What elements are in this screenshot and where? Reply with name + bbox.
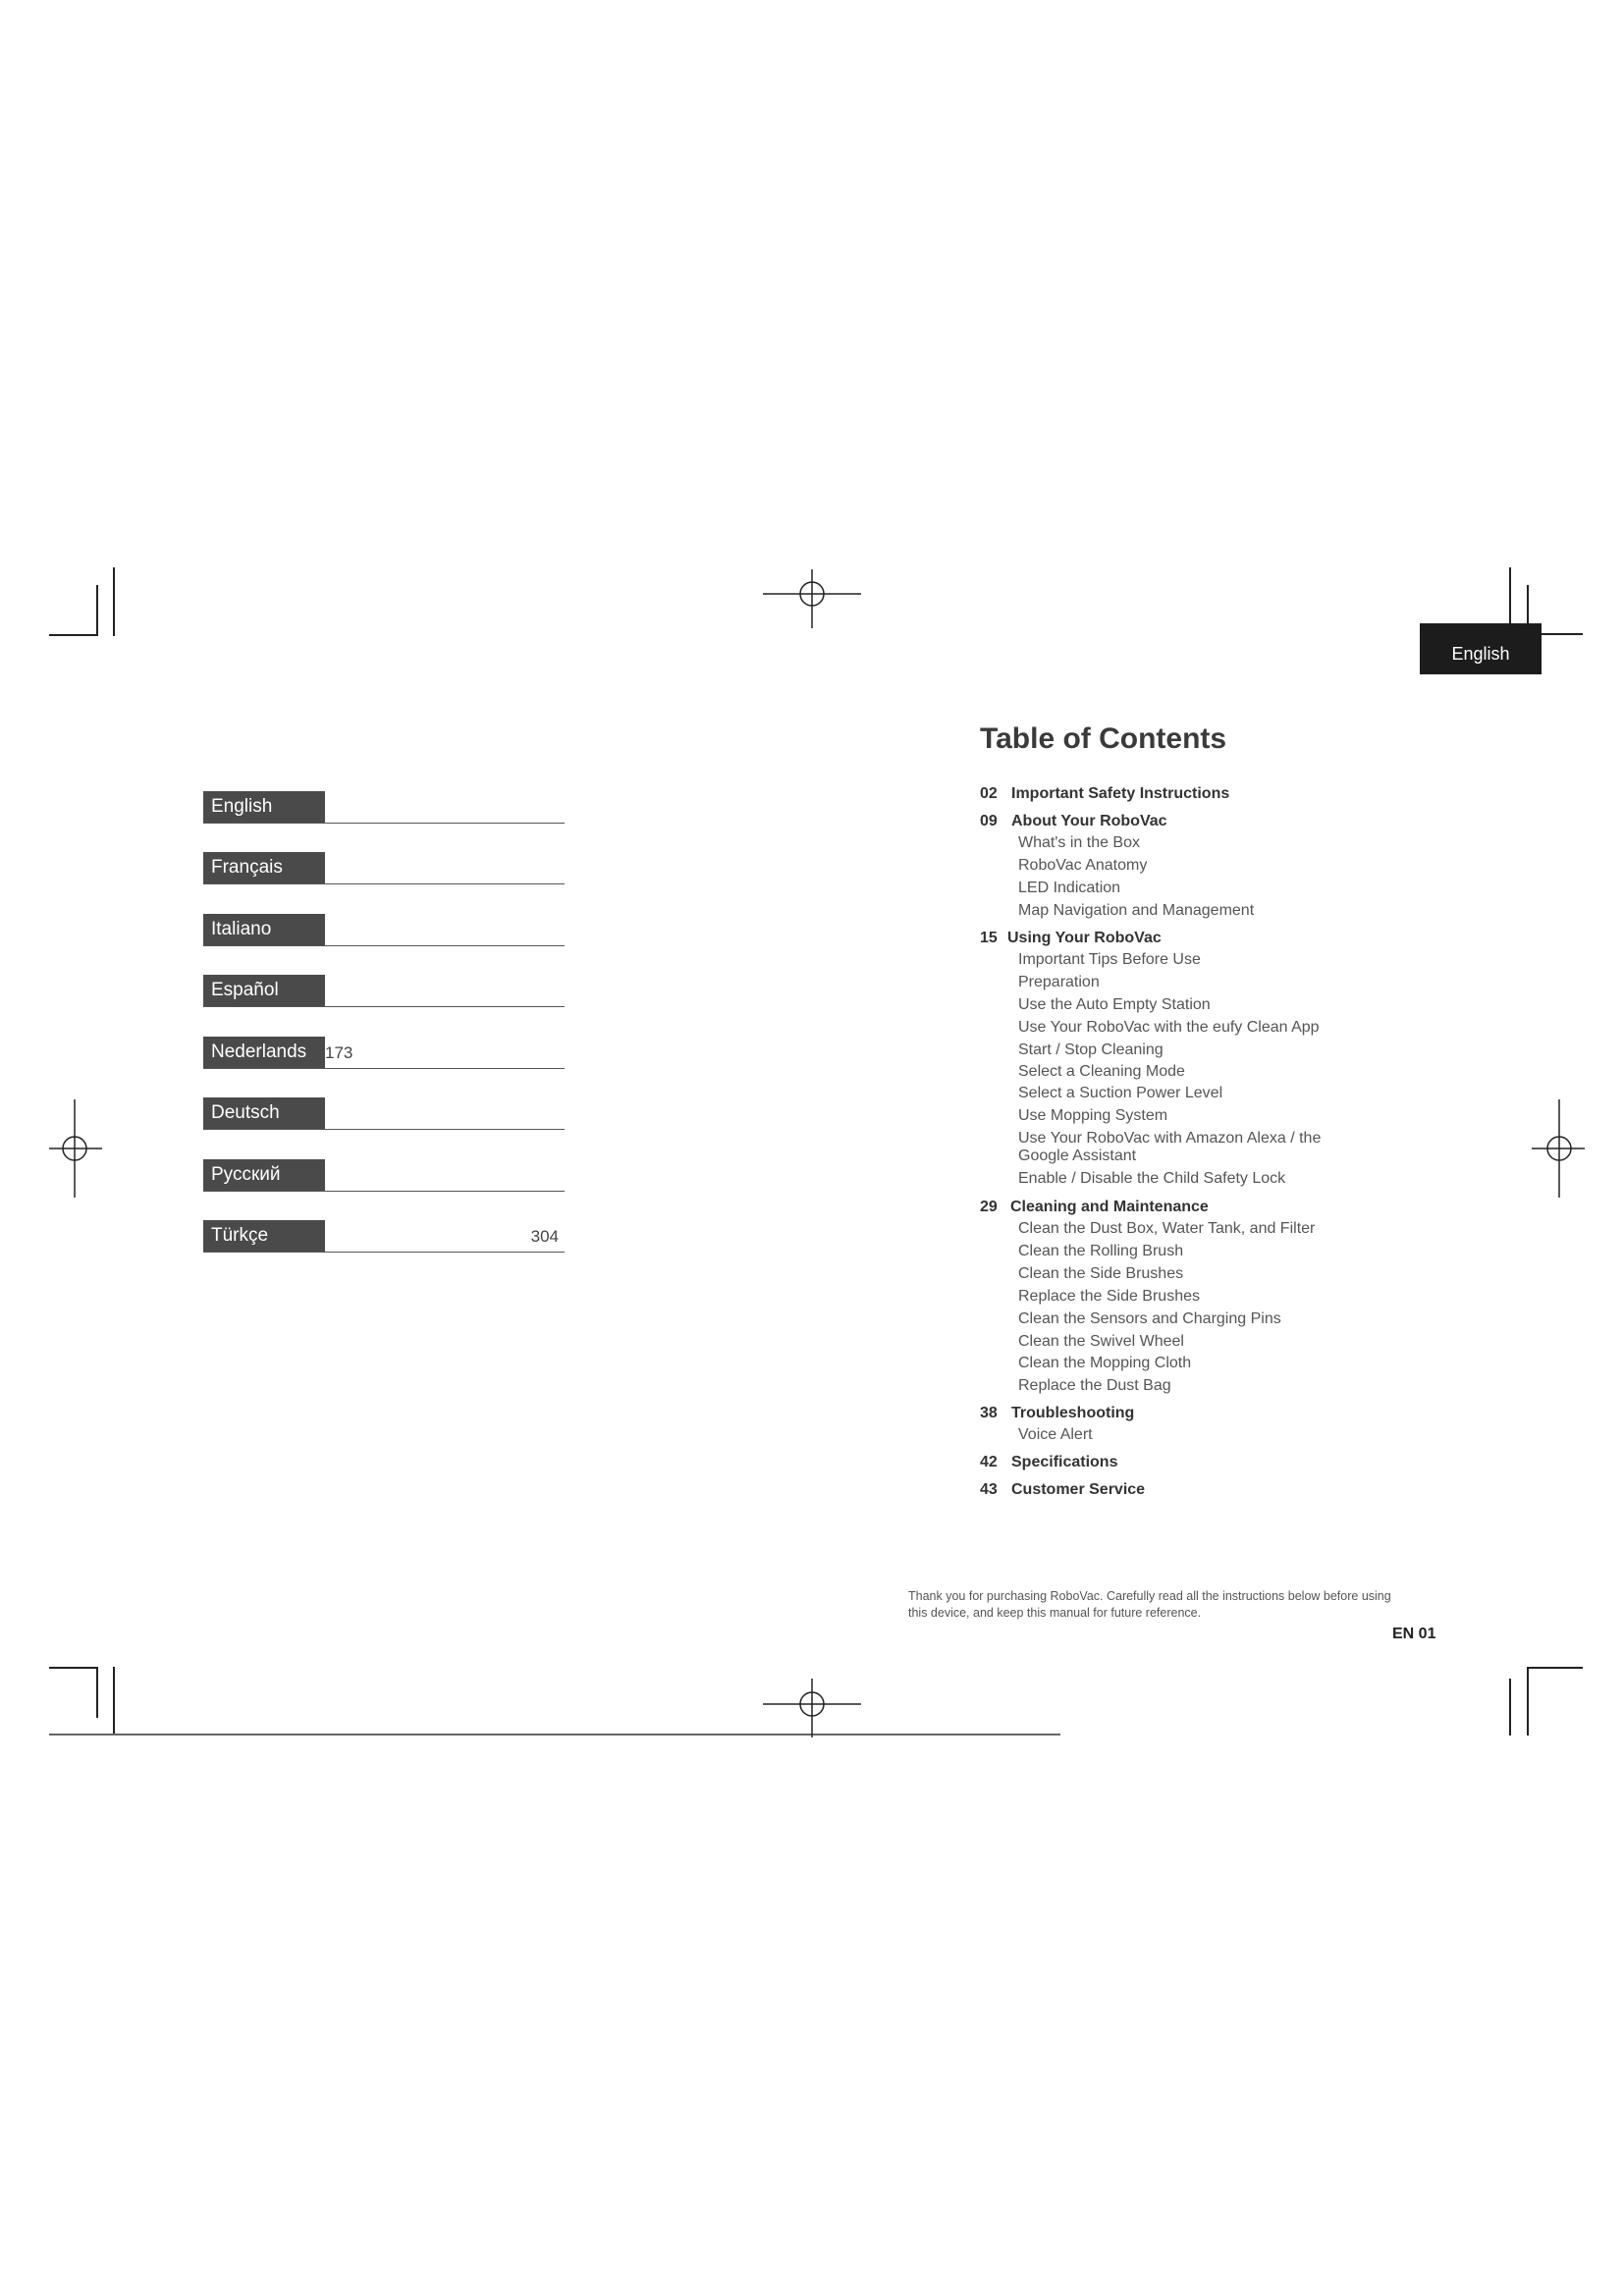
toc-item[interactable]: Clean the Sensors and Charging Pins xyxy=(1018,1310,1281,1327)
language-row-nederlands[interactable] xyxy=(203,1037,565,1069)
language-row-russian[interactable] xyxy=(203,1159,565,1192)
language-label: Deutsch xyxy=(203,1097,325,1129)
intro-note-line: this device, and keep this manual for future reference. xyxy=(908,1606,1202,1620)
toc-item[interactable]: Google Assistant xyxy=(1018,1148,1137,1164)
toc-section[interactable] xyxy=(980,784,1229,804)
toc-item[interactable]: Clean the Dust Box, Water Tank, and Filter xyxy=(1018,1220,1316,1237)
toc-item[interactable]: Use Mopping System xyxy=(1018,1107,1168,1124)
toc-section-title: Cleaning and Maintenance xyxy=(1010,1199,1209,1215)
page-title: Table of Contents xyxy=(980,722,1227,755)
toc-section[interactable] xyxy=(980,1453,1117,1472)
language-row-turkce[interactable] xyxy=(203,1220,565,1253)
language-label: Español xyxy=(203,975,325,1006)
toc-section[interactable] xyxy=(980,1480,1145,1500)
toc-item[interactable]: Voice Alert xyxy=(1018,1426,1093,1443)
toc-item[interactable]: LED Indication xyxy=(1018,880,1121,896)
toc-item[interactable]: Clean the Rolling Brush xyxy=(1018,1243,1184,1259)
language-label: Français xyxy=(203,852,325,883)
registration-mark-top xyxy=(763,569,861,628)
toc-section-title: Troubleshooting xyxy=(1011,1405,1135,1421)
toc-item[interactable]: Select a Cleaning Mode xyxy=(1018,1063,1185,1080)
toc-section[interactable] xyxy=(980,1404,1134,1423)
intro-note-line: Thank you for purchasing RoboVac. Carefully read all the instructions below before using xyxy=(908,1589,1391,1603)
language-row-espanol[interactable] xyxy=(203,975,565,1007)
toc-item[interactable]: Use the Auto Empty Station xyxy=(1018,996,1211,1013)
toc-item[interactable]: Replace the Side Brushes xyxy=(1018,1288,1200,1305)
language-row-english[interactable] xyxy=(203,791,565,824)
language-row-italiano[interactable] xyxy=(203,914,565,946)
toc-section-number: 42 xyxy=(980,1454,998,1470)
toc-section-number: 15 xyxy=(980,930,998,946)
toc-item[interactable]: Clean the Swivel Wheel xyxy=(1018,1333,1184,1350)
language-label: Nederlands xyxy=(203,1037,325,1068)
toc-section-number: 29 xyxy=(980,1199,998,1215)
language-page-number: 304 xyxy=(530,1227,559,1246)
toc-item[interactable]: Use Your RoboVac with Amazon Alexa / the xyxy=(1018,1130,1322,1147)
toc-item[interactable]: Map Navigation and Management xyxy=(1018,902,1255,919)
language-page-number: 173 xyxy=(325,1043,353,1062)
toc-item[interactable]: Clean the Mopping Cloth xyxy=(1018,1355,1192,1371)
toc-item[interactable]: Select a Suction Power Level xyxy=(1018,1085,1223,1101)
toc-section[interactable] xyxy=(980,929,1162,948)
toc-section-title: Important Safety Instructions xyxy=(1011,785,1230,802)
intro-note xyxy=(908,1588,1438,1622)
toc-item[interactable]: What's in the Box xyxy=(1018,834,1140,851)
toc-section[interactable] xyxy=(980,812,1167,831)
toc-item[interactable]: Replace the Dust Bag xyxy=(1018,1377,1171,1394)
toc-section-title: Using Your RoboVac xyxy=(1007,930,1162,946)
toc-section-title: Customer Service xyxy=(1011,1481,1146,1498)
toc-item[interactable]: Important Tips Before Use xyxy=(1018,951,1201,968)
registration-mark-bottom xyxy=(763,1679,861,1737)
language-row-deutsch[interactable] xyxy=(203,1097,565,1130)
toc-item[interactable]: Enable / Disable the Child Safety Lock xyxy=(1018,1170,1286,1187)
toc-section-number: 38 xyxy=(980,1405,998,1421)
toc-section-number: 09 xyxy=(980,813,998,829)
registration-mark-left xyxy=(49,1099,102,1198)
toc-section-title: Specifications xyxy=(1011,1454,1118,1470)
toc-section-number: 02 xyxy=(980,785,998,802)
language-label: Italiano xyxy=(203,914,325,945)
toc-item[interactable]: Use Your RoboVac with the eufy Clean App xyxy=(1018,1019,1320,1036)
toc-item[interactable]: Preparation xyxy=(1018,974,1100,990)
toc-item[interactable]: RoboVac Anatomy xyxy=(1018,857,1148,874)
toc-section-number: 43 xyxy=(980,1481,998,1498)
toc-item[interactable]: Clean the Side Brushes xyxy=(1018,1265,1184,1282)
toc-item[interactable]: Start / Stop Cleaning xyxy=(1018,1041,1164,1058)
language-row-francais[interactable] xyxy=(203,852,565,884)
language-label: Türkçe xyxy=(203,1220,325,1252)
language-tab: English xyxy=(1420,623,1542,674)
toc-section-title: About Your RoboVac xyxy=(1011,813,1167,829)
language-label: Русский xyxy=(203,1159,325,1191)
registration-mark-right xyxy=(1532,1099,1585,1198)
language-label: English xyxy=(203,791,325,823)
toc-section[interactable] xyxy=(980,1198,1209,1217)
page-number: EN 01 xyxy=(1392,1626,1436,1642)
